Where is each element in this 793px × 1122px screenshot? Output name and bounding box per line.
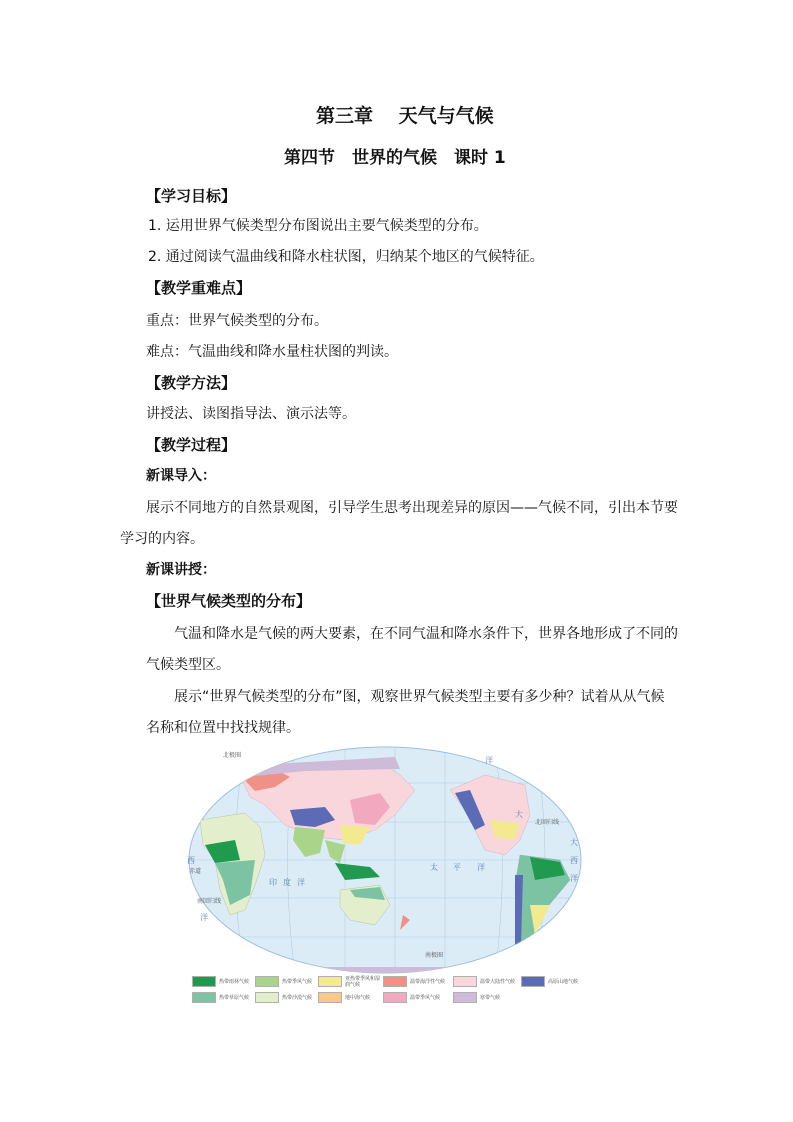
legend-swatch bbox=[255, 976, 279, 987]
ocean-char: 洋 bbox=[485, 756, 493, 765]
legend-label: 热带季风气候 bbox=[282, 978, 313, 985]
ocean-char: 度 bbox=[283, 878, 291, 887]
legend-label: 温带季风气候 bbox=[410, 994, 441, 1001]
legend-label: 热带沙漠气候 bbox=[282, 994, 313, 1001]
legend-item bbox=[318, 976, 381, 987]
intro-text-line1: 展示不同地方的自然景观图，引导学生思考出现差异的原因——气候不同，引出本节要 bbox=[146, 500, 678, 516]
legend-swatch bbox=[453, 992, 477, 1003]
legend-item bbox=[383, 992, 440, 1003]
legend-label: 寒带气候 bbox=[480, 994, 501, 1001]
topic-heading: 【世界气候类型的分布】 bbox=[146, 592, 312, 610]
legend-label: 温带大陆性气候 bbox=[480, 978, 516, 985]
legend-item bbox=[192, 992, 249, 1003]
methods-text: 讲授法、读图指导法、演示法等。 bbox=[146, 406, 356, 422]
key-point-text: 重点：世界气候类型的分布。 bbox=[146, 313, 328, 329]
legend-item bbox=[453, 992, 500, 1003]
world-climate-map bbox=[185, 745, 585, 975]
intro-text-line2: 学习的内容。 bbox=[120, 531, 204, 547]
legend-item bbox=[255, 976, 312, 987]
arctic-circle-label: 北极圈 bbox=[223, 752, 242, 759]
legend-item bbox=[383, 976, 445, 987]
legend-swatch bbox=[318, 992, 342, 1003]
legend-item bbox=[192, 976, 249, 987]
equator-label: 赤道 bbox=[189, 868, 202, 875]
ocean-char: 大 bbox=[570, 838, 578, 847]
legend-label: 地中海气候 bbox=[345, 994, 371, 1001]
objective-item: 2. 通过阅读气温曲线和降水柱状图，归纳某个地区的气候特征。 bbox=[148, 249, 544, 265]
legend-label: 热带草原气候 bbox=[219, 994, 250, 1001]
difficult-point-text: 难点：气温曲线和降水量柱状图的判读。 bbox=[146, 344, 398, 360]
section-title: 第四节 世界的气候 课时 1 bbox=[284, 148, 506, 168]
legend-swatch bbox=[383, 976, 407, 987]
key-points-heading: 【教学重难点】 bbox=[146, 279, 252, 297]
ocean-char: 洋 bbox=[297, 878, 305, 887]
ocean-char: 印 bbox=[269, 878, 277, 887]
antarctica bbox=[185, 967, 585, 975]
ocean-char: 大 bbox=[515, 810, 523, 819]
objective-item: 1. 运用世界气候类型分布图说出主要气候类型的分布。 bbox=[148, 218, 488, 234]
paragraph-1-line2: 气候类型区。 bbox=[146, 657, 230, 673]
process-heading: 【教学过程】 bbox=[146, 436, 237, 454]
legend-swatch bbox=[255, 992, 279, 1003]
ocean-char: 洋 bbox=[477, 863, 485, 872]
ocean-char: 西 bbox=[570, 856, 578, 865]
paragraph-2-line2: 名称和位置中找找规律。 bbox=[146, 720, 300, 736]
paragraph-1-line1: 气温和降水是气候的两大要素，在不同气温和降水条件下，世界各地形成了不同的 bbox=[174, 626, 678, 642]
ocean-char: 洋 bbox=[200, 913, 208, 922]
world-map-svg bbox=[185, 745, 585, 975]
legend-item bbox=[521, 976, 578, 987]
legend-swatch bbox=[383, 992, 407, 1003]
legend-label: 热带雨林气候 bbox=[219, 978, 250, 985]
antarctic-circle-label: 南极圈 bbox=[425, 952, 444, 959]
ocean-char: 西 bbox=[187, 856, 195, 865]
tropic-of-cancer-label: 北回归线 bbox=[535, 819, 560, 826]
ocean-char: 太 bbox=[430, 863, 438, 872]
lecture-label: 新课讲授： bbox=[146, 562, 216, 578]
legend-item bbox=[255, 992, 312, 1003]
legend-label: 温带海洋性气候 bbox=[410, 978, 446, 985]
paragraph-2-line1: 展示“世界气候类型的分布”图，观察世界气候类型主要有多少种？试着从从气候 bbox=[174, 689, 665, 705]
ocean-char: 洋 bbox=[570, 874, 578, 883]
ocean-char: 平 bbox=[453, 863, 461, 872]
legend-swatch bbox=[318, 976, 342, 987]
legend-item bbox=[318, 992, 370, 1003]
map-legend bbox=[192, 976, 592, 1006]
legend-item bbox=[453, 976, 515, 987]
legend-swatch bbox=[192, 976, 216, 987]
chapter-title: 第三章 天气与气候 bbox=[316, 105, 494, 127]
tropic-of-capricorn-label: 南回归线 bbox=[197, 898, 222, 905]
legend-swatch bbox=[521, 976, 545, 987]
legend-label: 高原山地气候 bbox=[548, 978, 579, 985]
methods-heading: 【教学方法】 bbox=[146, 374, 237, 392]
objectives-heading: 【学习目标】 bbox=[146, 187, 237, 205]
legend-swatch bbox=[453, 976, 477, 987]
legend-label: 亚热带季风和湿润气候 bbox=[345, 975, 381, 988]
legend-swatch bbox=[192, 992, 216, 1003]
intro-label: 新课导入： bbox=[146, 468, 216, 484]
